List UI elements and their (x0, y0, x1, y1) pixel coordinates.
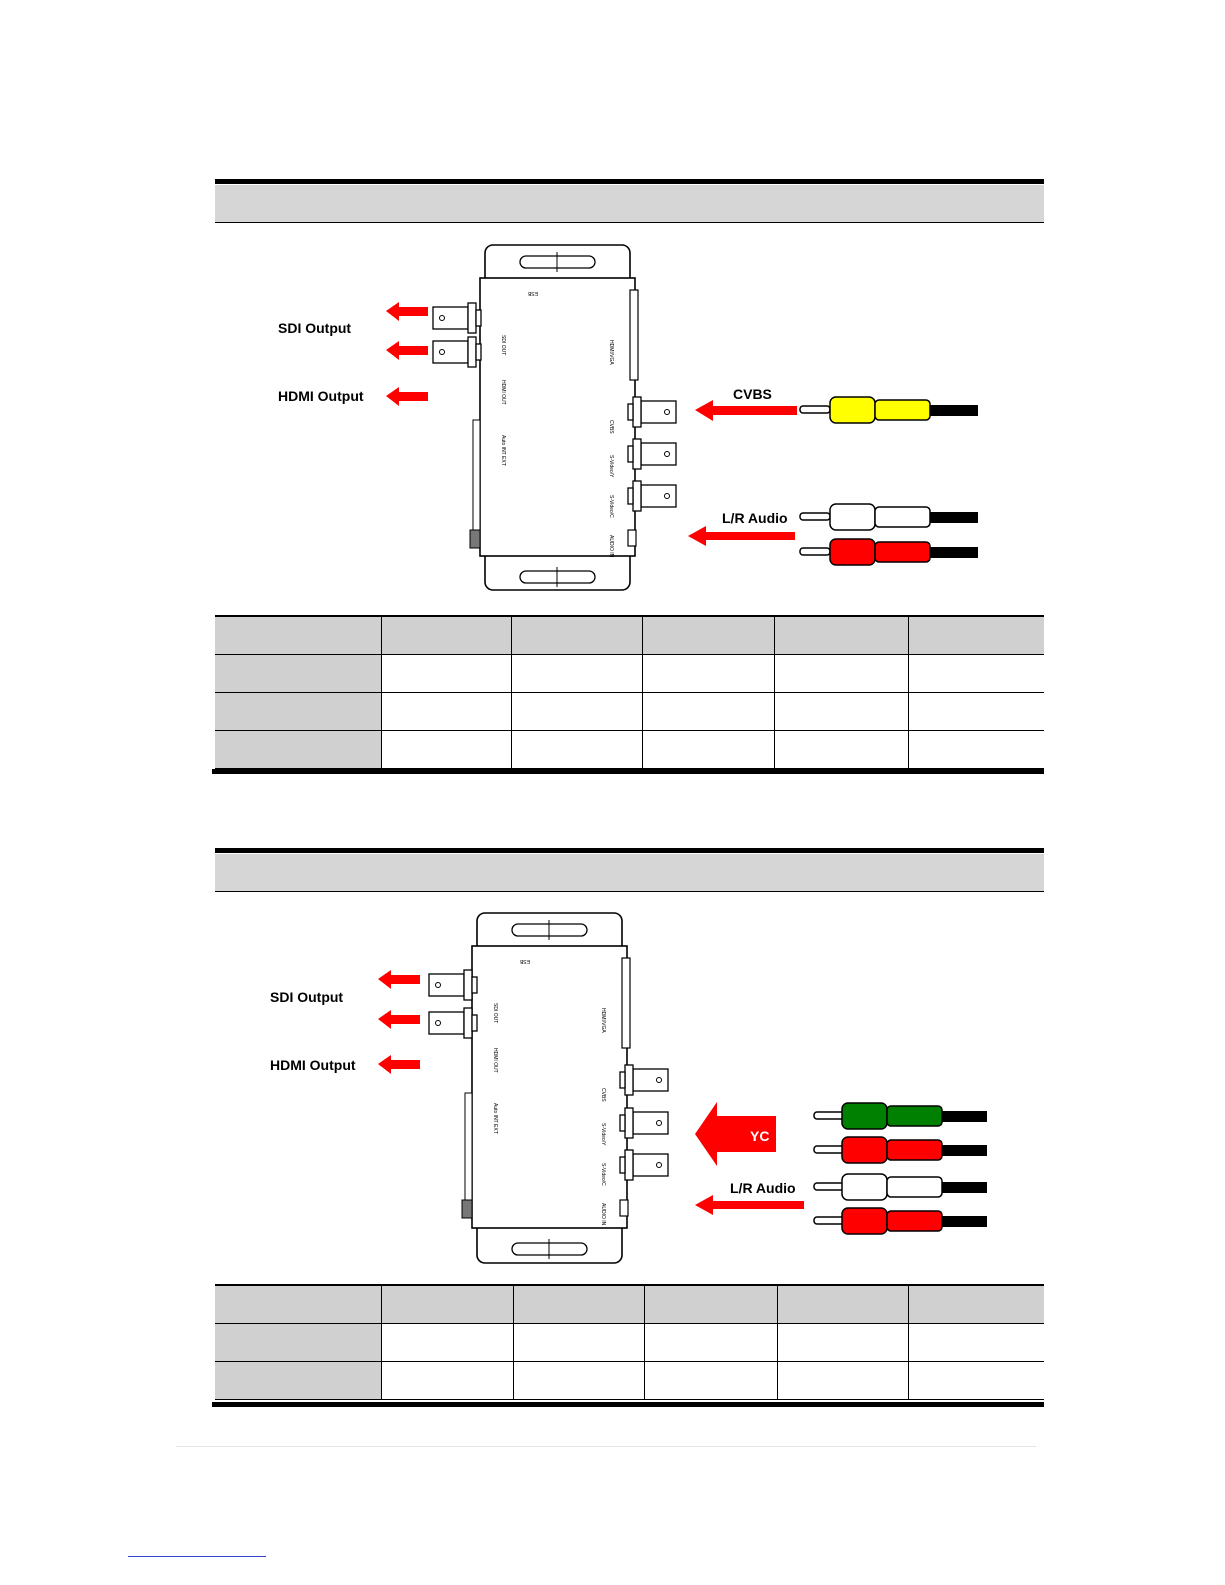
svg-text:S-Video/C: S-Video/C (600, 1163, 606, 1186)
table-row (215, 655, 1044, 693)
svg-text:Auto INT EXT: Auto INT EXT (492, 1103, 498, 1134)
yc-label: YC (750, 1128, 770, 1144)
table-row (215, 731, 1044, 769)
svg-text:ESB: ESB (519, 958, 530, 964)
section1-top-rule (215, 179, 1044, 184)
section2-connection-diagram (262, 908, 997, 1280)
section1-connection-diagram (270, 240, 990, 610)
svg-text:HDMI/VGA: HDMI/VGA (600, 1008, 606, 1033)
table-header-row (215, 1285, 1044, 1324)
hdmi-output-label: HDMI Output (278, 388, 364, 404)
converter-device (462, 913, 630, 1263)
footer-divider (176, 1446, 1036, 1447)
section1-bottom-rule (212, 769, 1044, 774)
svg-text:CVBS: CVBS (608, 420, 614, 434)
section2-top-rule (215, 848, 1044, 853)
section2-spec-table (215, 1284, 1044, 1400)
section1-title-band (215, 185, 1044, 223)
audio-red-rca-plug (814, 1208, 987, 1234)
output-arrows (386, 302, 428, 406)
table-header-row (215, 616, 1044, 655)
svg-text:Auto INT EXT: Auto INT EXT (500, 435, 506, 466)
table-row (215, 1362, 1044, 1400)
audio-red-rca-plug (800, 539, 978, 565)
hdmi-output-label: HDMI Output (270, 1057, 356, 1073)
table-row (215, 693, 1044, 731)
cvbs-label: CVBS (733, 386, 772, 402)
yc-red-rca-plug (814, 1137, 987, 1163)
svg-text:ESB: ESB (527, 290, 538, 296)
section2-bottom-rule (212, 1402, 1044, 1407)
sdi-output-label: SDI Output (270, 989, 344, 1005)
sdi-output-label: SDI Output (278, 320, 352, 336)
footer-link-underline[interactable] (128, 1556, 266, 1557)
svg-text:HDMI/VGA: HDMI/VGA (608, 340, 614, 365)
table-row (215, 1324, 1044, 1362)
svg-text:SDI OUT: SDI OUT (500, 335, 506, 356)
lr-audio-label: L/R Audio (722, 510, 788, 526)
yc-green-rca-plug (814, 1103, 987, 1129)
section2-title-band (215, 854, 1044, 892)
section1-spec-table (215, 615, 1044, 769)
svg-text:S-Video/Y: S-Video/Y (608, 455, 614, 478)
svg-text:AUDIO IN: AUDIO IN (600, 1203, 606, 1226)
svg-text:S-Video/C: S-Video/C (608, 495, 614, 518)
output-arrows (378, 970, 420, 1074)
svg-text:HDMI OUT: HDMI OUT (492, 1048, 498, 1073)
svg-text:CVBS: CVBS (600, 1088, 606, 1102)
audio-white-rca-plug (800, 504, 978, 530)
lr-audio-label: L/R Audio (730, 1180, 796, 1196)
audio-arrow (695, 1195, 804, 1215)
cvbs-rca-plug (800, 397, 978, 423)
audio-white-rca-plug (814, 1174, 987, 1200)
svg-text:S-Video/Y: S-Video/Y (600, 1123, 606, 1146)
converter-device (470, 245, 638, 590)
svg-text:HDMI OUT: HDMI OUT (500, 380, 506, 405)
svg-text:SDI OUT: SDI OUT (492, 1003, 498, 1024)
svg-text:AUDIO IN: AUDIO IN (608, 535, 614, 558)
